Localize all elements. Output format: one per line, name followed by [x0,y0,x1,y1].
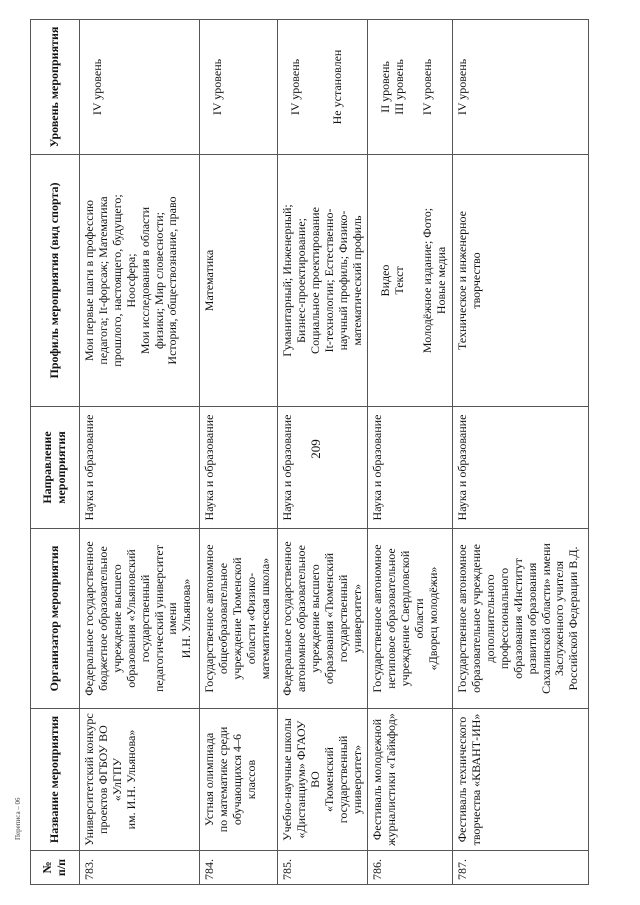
row-num: 785. [278,851,368,885]
event-name: Университетский конкурс проектов ФГБОУ ВО «УлГПУ им. И.Н. Ульянова» [80,709,200,851]
event-organizer: Государственное автономное общеобразовательное учреждение Тюменской области «Физико- математическая школа» [200,529,278,709]
event-organizer: Федеральное государственное автономное образовательное учреждение высшего образования «Тюменский государственный университет» [278,529,368,709]
event-organizer: Федеральное государственное бюджетное образовательное учреждение высшего образования «Ульяновский государственный педагогический университет имени И.Н. Ульянова» [80,529,200,709]
event-organizer: Государственное автономное образовательное учреждение дополнительного профессионального образования «Институт развития образования Сахалинской области» имени Заслуженного учителя Российской Федерации В.Д. [453,529,589,709]
row-num: 787. [453,851,589,885]
event-name: Фестиваль молодежной журналистики «Тайкфод» [368,709,453,851]
header-direction: Направление мероприятия [31,407,80,529]
event-profile: Техническое и инженерное творчество [453,155,589,407]
page-footer: Переписа – 06 [14,797,22,840]
event-direction: Наука и образование [278,407,368,529]
event-direction: Наука и образование [200,407,278,529]
table-row [278,20,368,885]
event-name: Фестиваль технического творчества «КВАНТ-ИН» [453,709,589,851]
header-num: № п/п [31,851,80,885]
event-level: IV уровень [200,20,278,155]
event-level: II уровень III уровень IV уровень [368,20,453,155]
event-profile: Математика [200,155,278,407]
event-level: IV уровень [453,20,589,155]
event-direction: Наука и образование [80,407,200,529]
event-direction: Наука и образование [368,407,453,529]
row-num: 786. [368,851,453,885]
event-profile: Гуманитарный; Инженерный; Бизнес-проектирование; Социальное проектирование It-технологии; Естественно- научный профиль; Физико- математический профиль [278,155,368,407]
table-header-row [31,20,80,885]
event-direction: Наука и образование [453,407,589,529]
header-level: Уровень мероприятия [31,20,80,155]
table-row [368,20,453,885]
event-organizer: Государственное автономное нетиповое образовательное учреждение Свердловской области «Дворец молодёжи» [368,529,453,709]
header-name: Название мероприятия [31,709,80,851]
row-num: 784. [200,851,278,885]
header-organizer: Организатор мероприятия [31,529,80,709]
events-table-container [30,20,581,885]
page-number: 209 [308,439,323,459]
event-level: IV уровень [80,20,200,155]
table-row [453,20,589,885]
event-level: IV уровень Не установлен [278,20,368,155]
table-row [200,20,278,885]
row-num: 783. [80,851,200,885]
events-table [30,19,589,885]
event-name: Устная олимпиада по математике среди обучающихся 4–6 классов [200,709,278,851]
event-name: Учебно-научные школы «Дистанциум» ФГАОУ ВО «Тюменский государственный университет» [278,709,368,851]
header-profile: Профиль мероприятия (вид спорта) [31,155,80,407]
table-row [80,20,200,885]
event-profile: Видео Текст Молодёжное издание; Фото; Новые медиа [368,155,453,407]
event-profile: Мои первые шаги в профессию педагога; It-форсаж; Математика прошлого, настоящего, будущего; Ноосфера; Мои исследования в области физики; Мир словесности; История, обществознание, право [80,155,200,407]
